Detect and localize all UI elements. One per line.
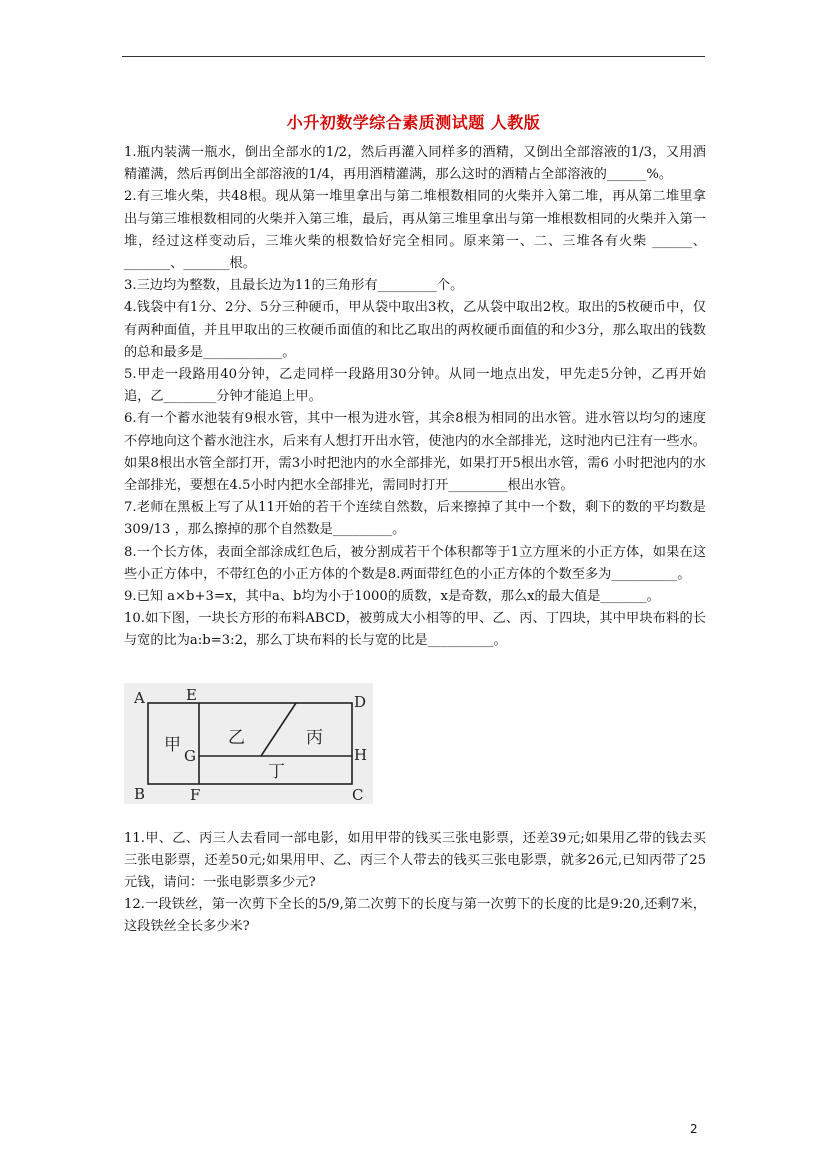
piece-jia: 甲 xyxy=(164,734,181,755)
question-1: 1.瓶内装满一瓶水，倒出全部水的1/2，然后再灌入同样多的酒精，又倒出全部溶液的1/3，又用酒精灌满，然后再倒出全部溶液的1/4，再用酒精灌满，那么这时的酒精占全部溶液的______%。 xyxy=(124,145,706,183)
question-12: 12.一段铁丝，第一次剪下全长的5/9,第二次剪下的长度与第一次剪下的长度的比是9:20,还剩7米，这段铁丝全长多少米? xyxy=(124,897,706,935)
label-h: H xyxy=(354,745,368,764)
question-7: 7.老师在黑板上写了从11开始的若干个连续自然数，后来擦掉了其中一个数，剩下的数的平均数是309/13 ，那么擦掉的那个自然数是_________。 xyxy=(124,500,706,538)
question-11: 11.甲、乙、丙三人去看同一部电影，如用甲带的钱买三张电影票，还差39元;如果用乙带的钱去买三张电影票，还差50元;如果用甲、乙、丙三个人带去的钱买三张电影票，就多26元,已知丙带了25元钱，请问：一张电影票多少元? xyxy=(124,830,706,891)
rectangle-diagram-svg xyxy=(124,683,373,804)
label-a: A xyxy=(134,688,145,707)
figure-area xyxy=(124,653,706,828)
question-8: 8.一个长方体，表面全部涂成红色后，被分割成若干个体积都等于1立方厘米的小正方体，如果在这些小正方体中，不带红色的小正方体的个数是8.两面带红色的小正方体的个数至多为__________。 xyxy=(124,544,706,582)
question-9: 9.已知 a×b+3=x，其中a、b均为小于1000的质数，x是奇数，那么x的最大值是_______。 xyxy=(124,589,660,605)
piece-ding: 丁 xyxy=(268,761,285,782)
question-6: 6.有一个蓄水池装有9根水管，其中一根为进水管，其余8根为相同的出水管。进水管以均匀的速度不停地向这个蓄水池注水，后来有人想打开出水管，使池内的水全部排光，这时池内已注有一些水。如果8根出水管全部打开，需3小时把池内的水全部排光，如果打开5根出水管，需6 小时把池内的水全部排光，要想在4.5小时内把水全部排光，需同时打开_________根出水管。 xyxy=(124,411,706,494)
question-5: 5.甲走一段路用40分钟，乙走同样一段路用30分钟。从同一地点出发，甲先走5分钟，乙再开始追，乙________分钟才能追上甲。 xyxy=(124,367,706,405)
page-title: 小升初数学综合素质测试题 人教版 xyxy=(286,113,541,132)
question-3: 3.三边均为整数，且最长边为11的三角形有_________个。 xyxy=(124,278,464,294)
question-10: 10.如下图，一块长方形的布料ABCD，被剪成大小相等的甲、乙、丙、丁四块，其中甲块布料的长与宽的比为a:b=3:2，那么丁块布料的长与宽的比是__________。 xyxy=(124,611,706,649)
label-f: F xyxy=(190,785,201,804)
question-4: 4.钱袋中有1分、2分、5分三种硬币，甲从袋中取出3枚，乙从袋中取出2枚。取出的5枚硬币中，仅有两种面值，并且甲取出的三枚硬币面值的和比乙取出的两枚硬币面值的和少3分，那么取出的钱数的总和最多是____________。 xyxy=(124,300,706,360)
piece-yi: 乙 xyxy=(228,727,245,748)
question-2: 2.有三堆火柴，共48根。现从第一堆里拿出与第二堆根数相同的火柴并入第二堆，再从第二堆里拿出与第三堆根数相同的火柴并入第三堆，最后，再从第三堆里拿出与第一堆根数相同的火柴并入第一堆，经过这样变动后，三堆火柴的根数恰好完全相同。原来第一、二、三堆各有火柴 ______、_______、_______根。 xyxy=(124,189,706,272)
header-rule xyxy=(122,56,705,57)
piece-bing: 丙 xyxy=(306,727,323,748)
diagonal-cut-line xyxy=(261,703,296,756)
rectangle-diagram xyxy=(124,683,373,804)
question-list xyxy=(124,142,706,939)
label-b: B xyxy=(134,784,146,803)
label-g: G xyxy=(184,746,196,765)
label-d: D xyxy=(354,692,367,711)
label-c: C xyxy=(352,785,364,804)
page-number: 2 xyxy=(690,1122,698,1136)
label-e: E xyxy=(186,685,197,704)
